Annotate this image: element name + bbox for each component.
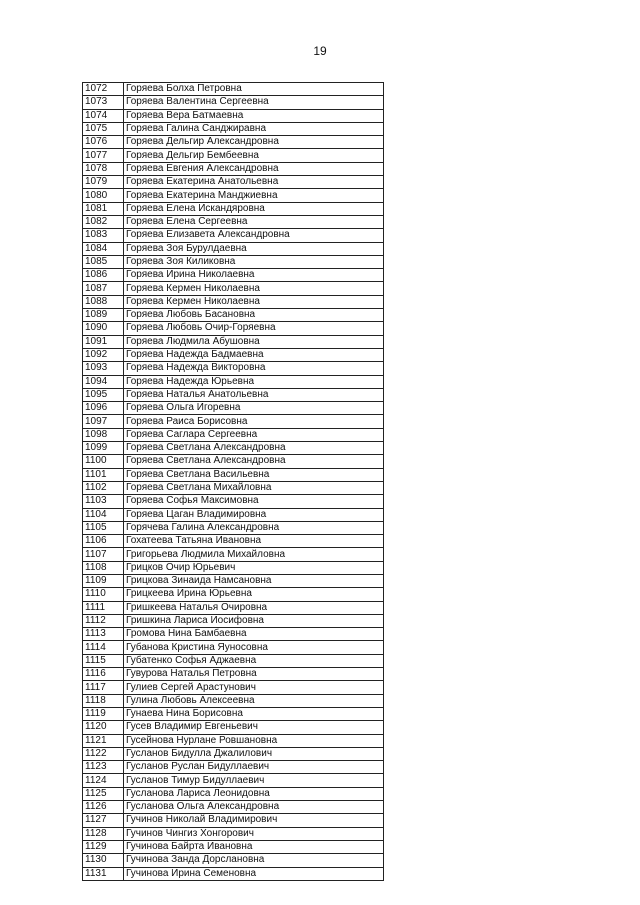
table-row	[83, 322, 384, 335]
name-list-body	[83, 83, 384, 881]
row-number: 1073	[83, 96, 124, 109]
person-name: Гришкеева Наталья Очировна	[124, 601, 384, 614]
person-name: Гучинова Ирина Семеновна	[124, 867, 384, 880]
person-name: Громова Нина Бамбаевна	[124, 628, 384, 641]
table-row	[83, 282, 384, 295]
table-row	[83, 614, 384, 627]
table-row	[83, 215, 384, 228]
table-row	[83, 535, 384, 548]
table-row	[83, 654, 384, 667]
table-row	[83, 694, 384, 707]
person-name: Горяева Светлана Александровна	[124, 442, 384, 455]
table-row	[83, 495, 384, 508]
person-name: Горяева Кермен Николаевна	[124, 295, 384, 308]
person-name: Губанова Кристина Яуносовна	[124, 641, 384, 654]
table-row	[83, 574, 384, 587]
row-number: 1091	[83, 335, 124, 348]
person-name: Горяева Болха Петровна	[124, 83, 384, 96]
table-row	[83, 827, 384, 840]
row-number: 1122	[83, 747, 124, 760]
person-name: Горяева Наталья Анатольевна	[124, 388, 384, 401]
table-row	[83, 229, 384, 242]
row-number: 1090	[83, 322, 124, 335]
person-name: Гусланов Бидулла Джалилович	[124, 747, 384, 760]
row-number: 1117	[83, 681, 124, 694]
person-name: Горяева Любовь Очир-Горяевна	[124, 322, 384, 335]
row-number: 1089	[83, 309, 124, 322]
table-row	[83, 136, 384, 149]
person-name: Горяева Дельгир Александровна	[124, 136, 384, 149]
table-row	[83, 774, 384, 787]
table-row	[83, 388, 384, 401]
row-number: 1072	[83, 83, 124, 96]
row-number: 1109	[83, 574, 124, 587]
table-row	[83, 734, 384, 747]
person-name: Грицкова Зинаида Намсановна	[124, 574, 384, 587]
person-name: Губатенко Софья Аджаевна	[124, 654, 384, 667]
person-name: Гусев Владимир Евгеньевич	[124, 721, 384, 734]
row-number: 1106	[83, 535, 124, 548]
person-name: Горяева Екатерина Анатольевна	[124, 176, 384, 189]
person-name: Горяева Галина Санджиравна	[124, 122, 384, 135]
table-row	[83, 309, 384, 322]
person-name: Горяева Надежда Викторовна	[124, 362, 384, 375]
row-number: 1094	[83, 375, 124, 388]
row-number: 1082	[83, 215, 124, 228]
person-name: Горяева Елена Искандяровна	[124, 202, 384, 215]
table-row	[83, 189, 384, 202]
row-number: 1110	[83, 588, 124, 601]
row-number: 1120	[83, 721, 124, 734]
person-name: Гучинова Байрта Ивановна	[124, 840, 384, 853]
row-number: 1107	[83, 548, 124, 561]
table-row	[83, 641, 384, 654]
person-name: Горячева Галина Александровна	[124, 521, 384, 534]
person-name: Гусланова Лариса Леонидовна	[124, 787, 384, 800]
row-number: 1076	[83, 136, 124, 149]
row-number: 1115	[83, 654, 124, 667]
person-name: Гучинов Чингиз Хонгорович	[124, 827, 384, 840]
person-name: Горяева Валентина Сергеевна	[124, 96, 384, 109]
row-number: 1093	[83, 362, 124, 375]
row-number: 1081	[83, 202, 124, 215]
table-row	[83, 681, 384, 694]
person-name: Горяева Зоя Бурулдаевна	[124, 242, 384, 255]
row-number: 1113	[83, 628, 124, 641]
person-name: Грицкеева Ирина Юрьевна	[124, 588, 384, 601]
person-name: Горяева Софья Максимовна	[124, 495, 384, 508]
row-number: 1111	[83, 601, 124, 614]
row-number: 1127	[83, 814, 124, 827]
person-name: Горяева Ирина Николаевна	[124, 269, 384, 282]
table-row	[83, 162, 384, 175]
table-row	[83, 468, 384, 481]
row-number: 1083	[83, 229, 124, 242]
person-name: Горяева Раиса Борисовна	[124, 415, 384, 428]
table-row	[83, 335, 384, 348]
row-number: 1108	[83, 561, 124, 574]
person-name: Гунаева Нина Борисовна	[124, 707, 384, 720]
table-row	[83, 255, 384, 268]
table-row	[83, 269, 384, 282]
person-name: Горяева Вера Батмаевна	[124, 109, 384, 122]
person-name: Горяева Надежда Юрьевна	[124, 375, 384, 388]
row-number: 1099	[83, 442, 124, 455]
table-row	[83, 83, 384, 96]
table-row	[83, 854, 384, 867]
row-number: 1075	[83, 122, 124, 135]
table-row	[83, 761, 384, 774]
table-row	[83, 455, 384, 468]
person-name: Грицков Очир Юрьевич	[124, 561, 384, 574]
row-number: 1114	[83, 641, 124, 654]
person-name: Гохатеева Татьяна Ивановна	[124, 535, 384, 548]
row-number: 1092	[83, 348, 124, 361]
table-row	[83, 375, 384, 388]
row-number: 1078	[83, 162, 124, 175]
table-row	[83, 548, 384, 561]
person-name: Горяева Кермен Николаевна	[124, 282, 384, 295]
table-row	[83, 109, 384, 122]
person-name: Горяева Зоя Киликовна	[124, 255, 384, 268]
row-number: 1123	[83, 761, 124, 774]
row-number: 1121	[83, 734, 124, 747]
person-name: Гусланова Ольга Александровна	[124, 801, 384, 814]
table-row	[83, 707, 384, 720]
row-number: 1104	[83, 508, 124, 521]
person-name: Гусланов Руслан Бидуллаевич	[124, 761, 384, 774]
table-row	[83, 402, 384, 415]
name-list-table	[82, 82, 384, 881]
table-row	[83, 415, 384, 428]
person-name: Горяева Светлана Михайловна	[124, 481, 384, 494]
table-row	[83, 442, 384, 455]
row-number: 1103	[83, 495, 124, 508]
table-row	[83, 149, 384, 162]
table-row	[83, 176, 384, 189]
table-row	[83, 601, 384, 614]
table-row	[83, 348, 384, 361]
table-row	[83, 295, 384, 308]
table-row	[83, 428, 384, 441]
row-number: 1105	[83, 521, 124, 534]
row-number: 1101	[83, 468, 124, 481]
row-number: 1095	[83, 388, 124, 401]
person-name: Горяева Светлана Александровна	[124, 455, 384, 468]
table-row	[83, 747, 384, 760]
table-row	[83, 814, 384, 827]
table-row	[83, 867, 384, 880]
row-number: 1124	[83, 774, 124, 787]
person-name: Горяева Дельгир Бембеевна	[124, 149, 384, 162]
person-name: Гусланов Тимур Бидуллаевич	[124, 774, 384, 787]
table-row	[83, 561, 384, 574]
person-name: Григорьева Людмила Михайловна	[124, 548, 384, 561]
person-name: Горяева Евгения Александровна	[124, 162, 384, 175]
person-name: Гучинов Николай Владимирович	[124, 814, 384, 827]
person-name: Горяева Светлана Васильевна	[124, 468, 384, 481]
table-row	[83, 242, 384, 255]
row-number: 1079	[83, 176, 124, 189]
table-row	[83, 521, 384, 534]
person-name: Гришкина Лариса Иосифовна	[124, 614, 384, 627]
row-number: 1131	[83, 867, 124, 880]
table-row	[83, 96, 384, 109]
table-row	[83, 668, 384, 681]
row-number: 1087	[83, 282, 124, 295]
table-row	[83, 481, 384, 494]
person-name: Гулиев Сергей Арастунович	[124, 681, 384, 694]
person-name: Горяева Людмила Абушовна	[124, 335, 384, 348]
row-number: 1128	[83, 827, 124, 840]
person-name: Гувурова Наталья Петровна	[124, 668, 384, 681]
row-number: 1080	[83, 189, 124, 202]
row-number: 1112	[83, 614, 124, 627]
row-number: 1100	[83, 455, 124, 468]
row-number: 1086	[83, 269, 124, 282]
table-row	[83, 721, 384, 734]
row-number: 1119	[83, 707, 124, 720]
row-number: 1096	[83, 402, 124, 415]
person-name: Горяева Елена Сергеевна	[124, 215, 384, 228]
row-number: 1125	[83, 787, 124, 800]
page-number: 19	[313, 44, 327, 58]
row-number: 1129	[83, 840, 124, 853]
table-row	[83, 362, 384, 375]
row-number: 1077	[83, 149, 124, 162]
row-number: 1097	[83, 415, 124, 428]
person-name: Гусейнова Нурлане Ровшановна	[124, 734, 384, 747]
row-number: 1116	[83, 668, 124, 681]
row-number: 1118	[83, 694, 124, 707]
person-name: Горяева Цаган Владимировна	[124, 508, 384, 521]
row-number: 1130	[83, 854, 124, 867]
person-name: Горяева Саглара Сергеевна	[124, 428, 384, 441]
row-number: 1085	[83, 255, 124, 268]
person-name: Гучинова Занда Дорслановна	[124, 854, 384, 867]
table-row	[83, 202, 384, 215]
table-row	[83, 508, 384, 521]
person-name: Горяева Любовь Басановна	[124, 309, 384, 322]
person-name: Горяева Екатерина Манджиевна	[124, 189, 384, 202]
row-number: 1074	[83, 109, 124, 122]
table-row	[83, 122, 384, 135]
table-row	[83, 840, 384, 853]
row-number: 1084	[83, 242, 124, 255]
row-number: 1098	[83, 428, 124, 441]
table-row	[83, 628, 384, 641]
person-name: Горяева Ольга Игоревна	[124, 402, 384, 415]
row-number: 1126	[83, 801, 124, 814]
row-number: 1088	[83, 295, 124, 308]
person-name: Горяева Елизавета Александровна	[124, 229, 384, 242]
table-row	[83, 801, 384, 814]
row-number: 1102	[83, 481, 124, 494]
person-name: Горяева Надежда Бадмаевна	[124, 348, 384, 361]
person-name: Гулина Любовь Алексеевна	[124, 694, 384, 707]
table-row	[83, 588, 384, 601]
table-row	[83, 787, 384, 800]
